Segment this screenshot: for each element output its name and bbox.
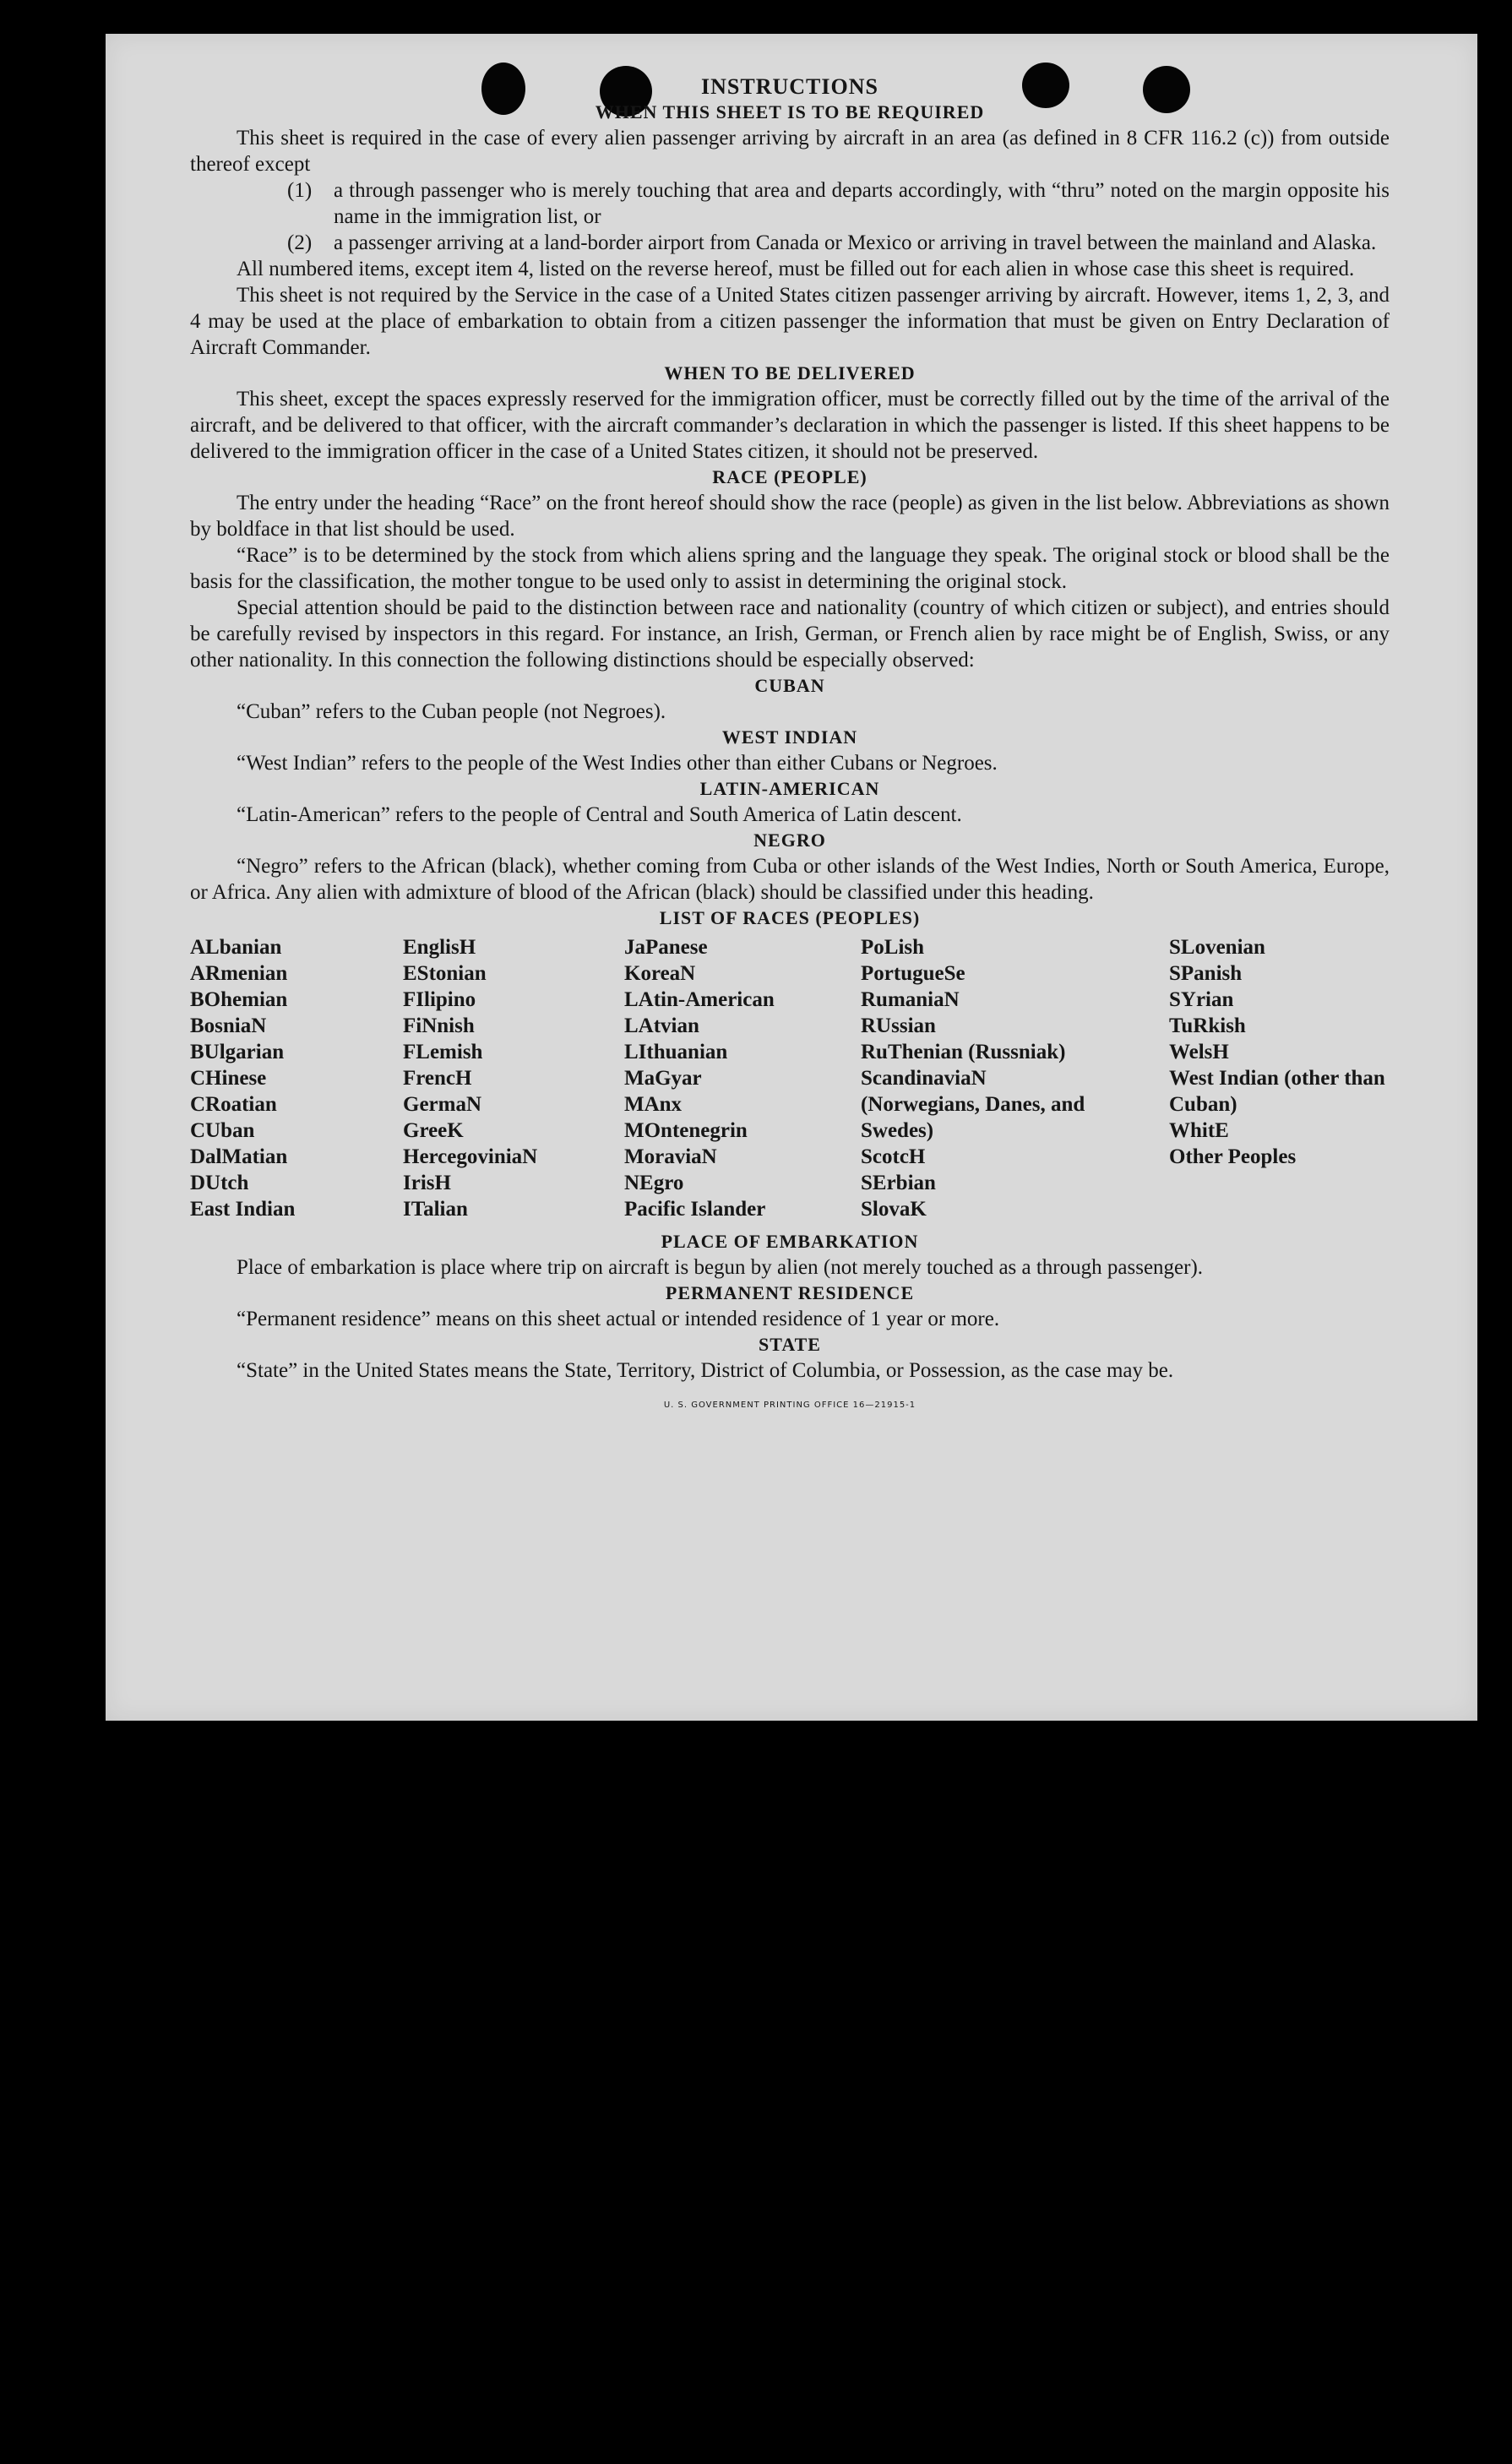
race-entry: GreeK (403, 1119, 464, 1142)
item-text: a passenger arriving at a land-border airport from Canada or Mexico or arriving in travel between the mainland and Alaska. (334, 231, 1377, 254)
race-entry: LAtin-American (624, 988, 775, 1011)
race-entry: WhitE (1169, 1119, 1229, 1142)
races-column (624, 934, 861, 1222)
race-entry: FIlipino (403, 988, 476, 1011)
race-entry: ScandinaviaN (Norwegians, Danes, and Swedes) (861, 1067, 1085, 1142)
race-entry: LAtvian (624, 1014, 699, 1037)
race-entry: CRoatian (190, 1093, 277, 1116)
document-sheet (106, 34, 1477, 1721)
paragraph: This sheet, except the spaces expressly reserved for the immigration officer, must be correctly filled out by the time of the arrival of the aircraft, and be delivered to that officer, with the aircraft commander’s declaration in which the passenger is listed. If this sheet happens to be delivered to the immigration officer in the case of a United States citizen, it should not be preserved. (190, 388, 1390, 463)
race-entry: LIthuanian (624, 1041, 728, 1063)
race-entry: SErbian (861, 1172, 936, 1194)
race-entry: JaPanese (624, 936, 708, 959)
section-heading: STATE (759, 1334, 821, 1355)
section-heading: WHEN TO BE DELIVERED (664, 362, 916, 383)
paragraph: This sheet is not required by the Service in the case of a United States citizen passenger arriving by aircraft. However, items 1, 2, 3, and 4 may be used at the place of embarkation to obtain from a citizen passenger the information that must be given on Entry Declaration of Aircraft Commander. (190, 284, 1390, 359)
race-entry: GermaN (403, 1093, 482, 1116)
race-entry: SLovenian (1169, 936, 1265, 959)
section-heading: CUBAN (754, 675, 825, 696)
race-entry: KoreaN (624, 962, 696, 985)
race-entry: MaGyar (624, 1067, 702, 1090)
section-heading: PLACE OF EMBARKATION (661, 1231, 919, 1252)
race-entry: PoLish (861, 936, 925, 959)
section-heading: PERMANENT RESIDENCE (665, 1282, 915, 1303)
race-entry: MoraviaN (624, 1145, 717, 1168)
race-entry: DUtch (190, 1172, 249, 1194)
race-entry: PortugueSe (861, 962, 965, 985)
race-entry: CUban (190, 1119, 255, 1142)
race-entry: NEgro (624, 1172, 684, 1194)
paragraph: “Race” is to be determined by the stock from which aliens spring and the language they speak. The original stock or blood shall be the basis for the classification, the mother tongue to be used only to assist in determining the original stock. (190, 544, 1390, 593)
section-heading: WHEN THIS SHEET IS TO BE REQUIRED (595, 101, 985, 122)
race-entry: DalMatian (190, 1145, 288, 1168)
race-entry: SlovaK (861, 1198, 927, 1221)
printer-imprint: U. S. GOVERNMENT PRINTING OFFICE 16—21915-1 (663, 1401, 916, 1410)
race-entry: ScotcH (861, 1145, 926, 1168)
race-entry: CHinese (190, 1067, 267, 1090)
race-entry: Pacific Islander (624, 1198, 766, 1221)
item-number: (1) (287, 179, 313, 202)
race-entry: BUlgarian (190, 1041, 285, 1063)
race-entry: FrencH (403, 1067, 472, 1090)
race-entry: HercegoviniaN (403, 1145, 538, 1168)
paragraph: “State” in the United States means the State, Territory, District of Columbia, or Possession, as the case may be. (237, 1359, 1174, 1382)
race-entry: BOhemian (190, 988, 288, 1011)
section-heading: LATIN-AMERICAN (699, 778, 880, 799)
race-entry: East Indian (190, 1198, 296, 1221)
race-entry: EStonian (403, 962, 487, 985)
paragraph: “Permanent residence” means on this sheet actual or intended residence of 1 year or more. (237, 1308, 1000, 1330)
instructions-heading: INSTRUCTIONS (701, 74, 878, 99)
instructions-content (190, 74, 1390, 1418)
paragraph: “West Indian” refers to the people of the West Indies other than either Cubans or Negroes. (237, 752, 998, 775)
race-entry: FLemish (403, 1041, 483, 1063)
section-heading: NEGRO (753, 829, 826, 851)
race-entry: FiNnish (403, 1014, 475, 1037)
list-item (287, 177, 1390, 230)
race-entry: WelsH (1169, 1041, 1229, 1063)
race-entry: ITalian (403, 1198, 468, 1221)
paragraph: “Latin-American” refers to the people of Central and South America of Latin descent. (237, 803, 962, 826)
races-column (1169, 934, 1389, 1222)
race-entry: RUssian (861, 1014, 936, 1037)
section-heading: WEST INDIAN (721, 726, 858, 748)
race-entry: IrisH (403, 1172, 451, 1194)
race-entry: TuRkish (1169, 1014, 1246, 1037)
race-entry: Other Peoples (1169, 1145, 1297, 1168)
races-list (190, 934, 1390, 1222)
races-column (403, 934, 624, 1222)
paragraph: “Cuban” refers to the Cuban people (not Negroes). (237, 700, 666, 723)
race-entry: ARmenian (190, 962, 288, 985)
list-item (287, 230, 1390, 256)
section-heading: RACE (PEOPLE) (712, 466, 867, 487)
race-entry: MOntenegrin (624, 1119, 748, 1142)
races-column (190, 934, 403, 1222)
paragraph: The entry under the heading “Race” on the front hereof should show the race (people) as given in the list below. Abbreviations as shown by boldface in that list should be used. (190, 492, 1390, 541)
race-entry: BosniaN (190, 1014, 267, 1037)
race-entry: ALbanian (190, 936, 282, 959)
item-text: a through passenger who is merely touching that area and departs accordingly, with “thru” noted on the margin opposite his name in the immigration list, or (334, 179, 1390, 228)
race-entry: MAnx (624, 1093, 683, 1116)
race-entry: RumaniaN (861, 988, 960, 1011)
paragraph: Place of embarkation is place where trip on aircraft is begun by alien (not merely touched as a through passenger). (237, 1256, 1204, 1279)
race-entry: West Indian (other than Cuban) (1169, 1067, 1385, 1116)
race-entry: EnglisH (403, 936, 476, 959)
item-number: (2) (287, 231, 313, 254)
race-entry: RuThenian (Russniak) (861, 1041, 1066, 1063)
paragraph: “Negro” refers to the African (black), whether coming from Cuba or other islands of the West Indies, North or South America, Europe, or Africa. Any alien with admixture of blood of the African (black) should be classified under this heading. (190, 855, 1390, 904)
paragraph: This sheet is required in the case of every alien passenger arriving by aircraft in an area (as defined in 8 CFR 116.2 (c)) from outside thereof except (190, 127, 1390, 176)
race-entry: SPanish (1169, 962, 1243, 985)
races-column (861, 934, 1106, 1222)
paragraph: All numbered items, except item 4, listed on the reverse hereof, must be filled out for each alien in whose case this sheet is required. (237, 258, 1355, 280)
section-heading: LIST OF RACES (PEOPLES) (659, 907, 921, 928)
paragraph: Special attention should be paid to the distinction between race and nationality (country of which citizen or subject), and entries should be carefully revised by inspectors in this regard. For instance, an Irish, German, or French alien by race might be of English, Swiss, or any other nationality. In this connection the following distinctions should be especially observed: (190, 596, 1390, 672)
race-entry: SYrian (1169, 988, 1234, 1011)
